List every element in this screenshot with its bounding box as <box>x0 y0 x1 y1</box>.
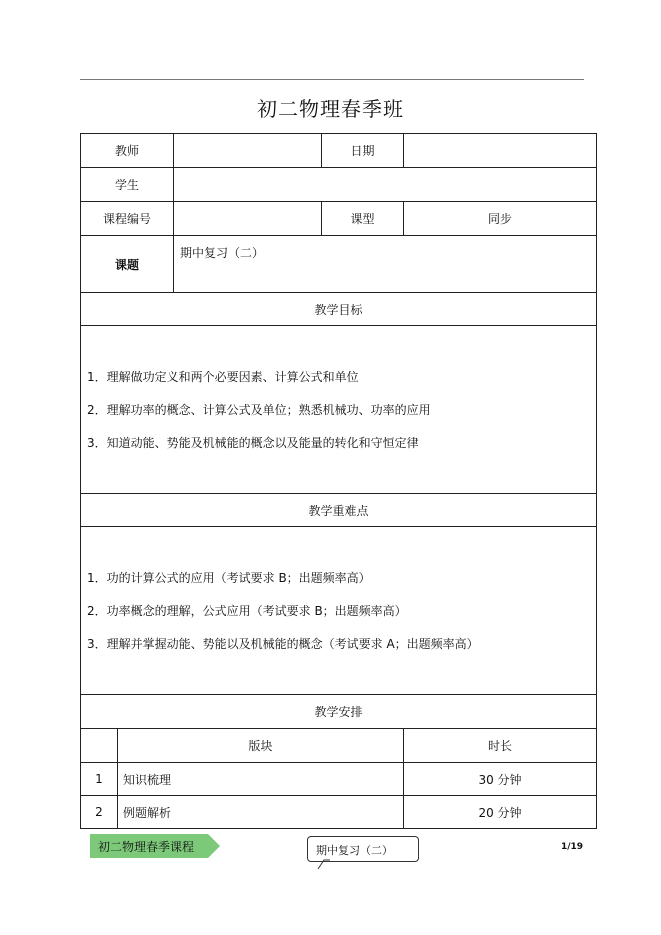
teacher-row <box>81 134 597 168</box>
schedule-row-number: 2 <box>81 796 118 829</box>
schedule-duration-header: 时长 <box>404 729 597 763</box>
objectives-list <box>81 326 597 494</box>
teacher-label: 教师 <box>81 134 174 168</box>
student-label: 学生 <box>81 168 174 202</box>
schedule-module-header: 版块 <box>118 729 404 763</box>
difficulties-list <box>81 527 597 695</box>
table-row <box>81 796 597 829</box>
topic-label: 课题 <box>81 236 174 293</box>
course-code-value[interactable] <box>174 202 322 236</box>
objectives-row <box>81 326 597 494</box>
schedule-no-header <box>81 729 118 763</box>
topic-row <box>81 236 597 293</box>
footer-course-name: 初二物理春季课程 <box>98 840 195 854</box>
student-row <box>81 168 597 202</box>
objectives-heading-row <box>81 293 597 326</box>
schedule-row-number: 1 <box>81 763 118 796</box>
course-footer-tab <box>90 834 220 858</box>
student-value[interactable] <box>174 168 597 202</box>
schedule-heading-row <box>81 695 597 729</box>
date-value[interactable] <box>404 134 597 168</box>
schedule-row-module: 例题解析 <box>118 796 404 829</box>
footer-chapter-name: 期中复习（二） <box>316 844 393 857</box>
difficulty-item: 2．功率概念的理解，公式应用（考试要求 B；出题频率高） <box>87 603 407 618</box>
teacher-value[interactable] <box>174 134 322 168</box>
course-code-label: 课程编号 <box>81 202 174 236</box>
difficulties-heading-row <box>81 494 597 527</box>
callout-tail-icon <box>316 858 336 870</box>
difficulty-item: 3．理解并掌握动能、势能以及机械能的概念（考试要求 A；出题频率高） <box>87 636 479 651</box>
header-rule <box>80 79 584 80</box>
difficulties-heading: 教学重难点 <box>81 494 597 527</box>
topic-value: 期中复习（二） <box>174 236 597 293</box>
schedule-heading: 教学安排 <box>81 695 597 729</box>
schedule-row-duration: 20 分钟 <box>404 796 597 829</box>
difficulty-item: 1．功的计算公式的应用（考试要求 B；出题频率高） <box>87 570 371 585</box>
course-type-label: 课型 <box>322 202 404 236</box>
date-label: 日期 <box>322 134 404 168</box>
objective-item: 1．理解做功定义和两个必要因素、计算公式和单位 <box>87 369 359 384</box>
table-row <box>81 763 597 796</box>
objectives-heading: 教学目标 <box>81 293 597 326</box>
course-type-value: 同步 <box>404 202 597 236</box>
course-code-row <box>81 202 597 236</box>
objective-item: 2．理解功率的概念、计算公式及单位；熟悉机械功、功率的应用 <box>87 402 431 417</box>
difficulties-row <box>81 527 597 695</box>
page-title: 初二物理春季班 <box>257 97 404 121</box>
schedule-header-row <box>81 729 597 763</box>
schedule-row-duration: 30 分钟 <box>404 763 597 796</box>
schedule-row-module: 知识梳理 <box>118 763 404 796</box>
objective-item: 3．知道动能、势能及机械能的概念以及能量的转化和守恒定律 <box>87 435 419 450</box>
page-number: 1/19 <box>561 842 584 852</box>
lesson-plan-table <box>80 133 597 829</box>
